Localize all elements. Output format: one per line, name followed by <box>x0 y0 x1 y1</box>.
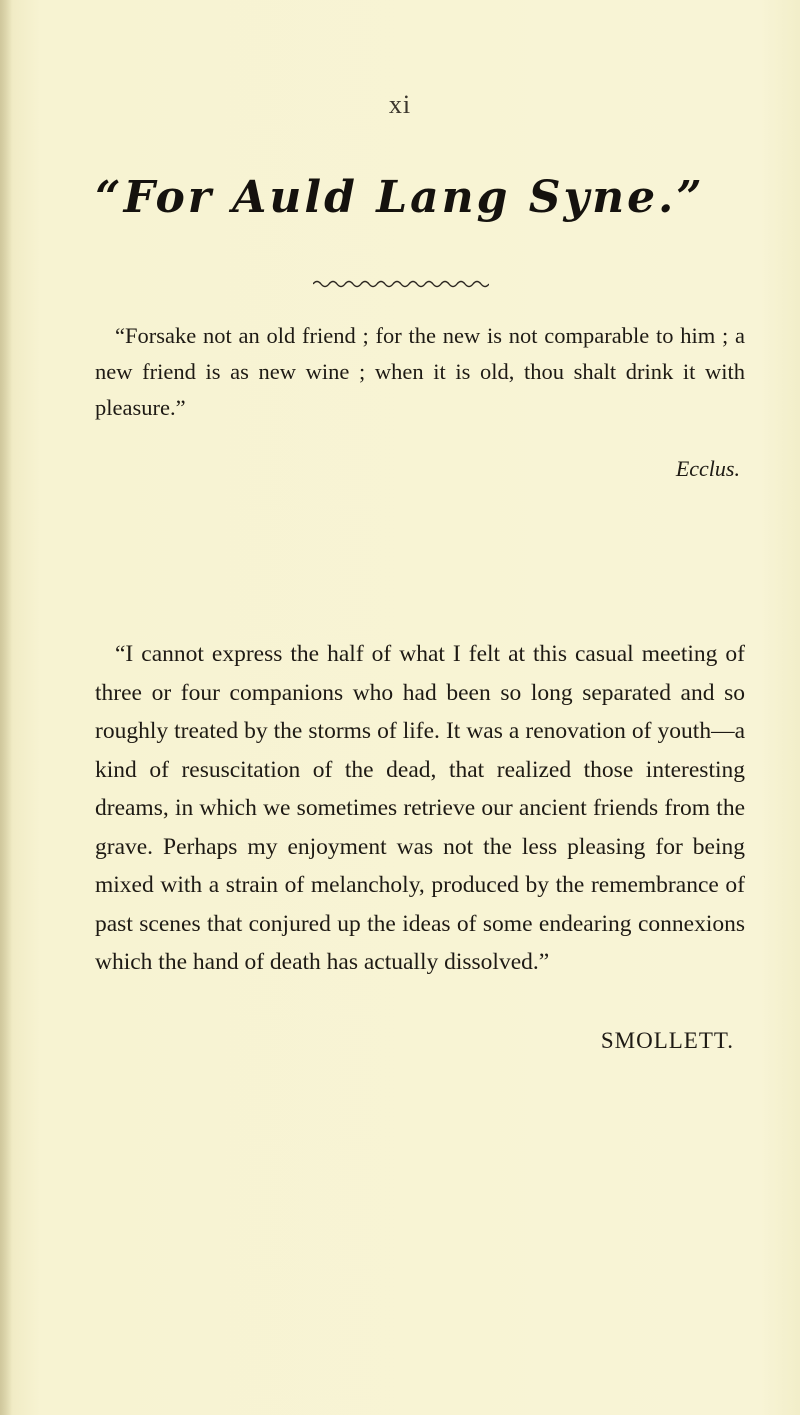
wavy-rule-ornament <box>313 278 489 290</box>
wavy-rule-line <box>313 282 489 287</box>
spine-shadow <box>0 0 12 1415</box>
page-number: xi <box>388 90 412 119</box>
page-title: “For Auld Lang Syne.” <box>95 172 705 223</box>
epigraph-attribution-smollett: SMOLLETT. <box>600 1028 734 1053</box>
epigraph-attribution-ecclus: Ecclus. <box>675 456 740 481</box>
epigraph-quote-ecclus: “Forsake not an old friend ; for the new is not comparable to him ; a new friend is as new wine ; when it is old, thou shalt drink it with pleasure.” <box>95 323 745 420</box>
epigraph-quote-smollett: “I cannot express the half of what I felt at this casual meeting of three or four companions who had been so long separated and so roughly treated by the storms of life. It was a renovation of youth—a kind of resuscitation of the dead, that realized those interesting dreams, in which we sometimes retrieve our ancient friends from the grave. Perhaps my enjoyment was not the less pleasing for being mixed with a strain of melancholy, produced by the remembrance of past scenes that conjured up the ideas of some endearing connexions which the hand of death has actually dissolved.” <box>95 641 745 975</box>
